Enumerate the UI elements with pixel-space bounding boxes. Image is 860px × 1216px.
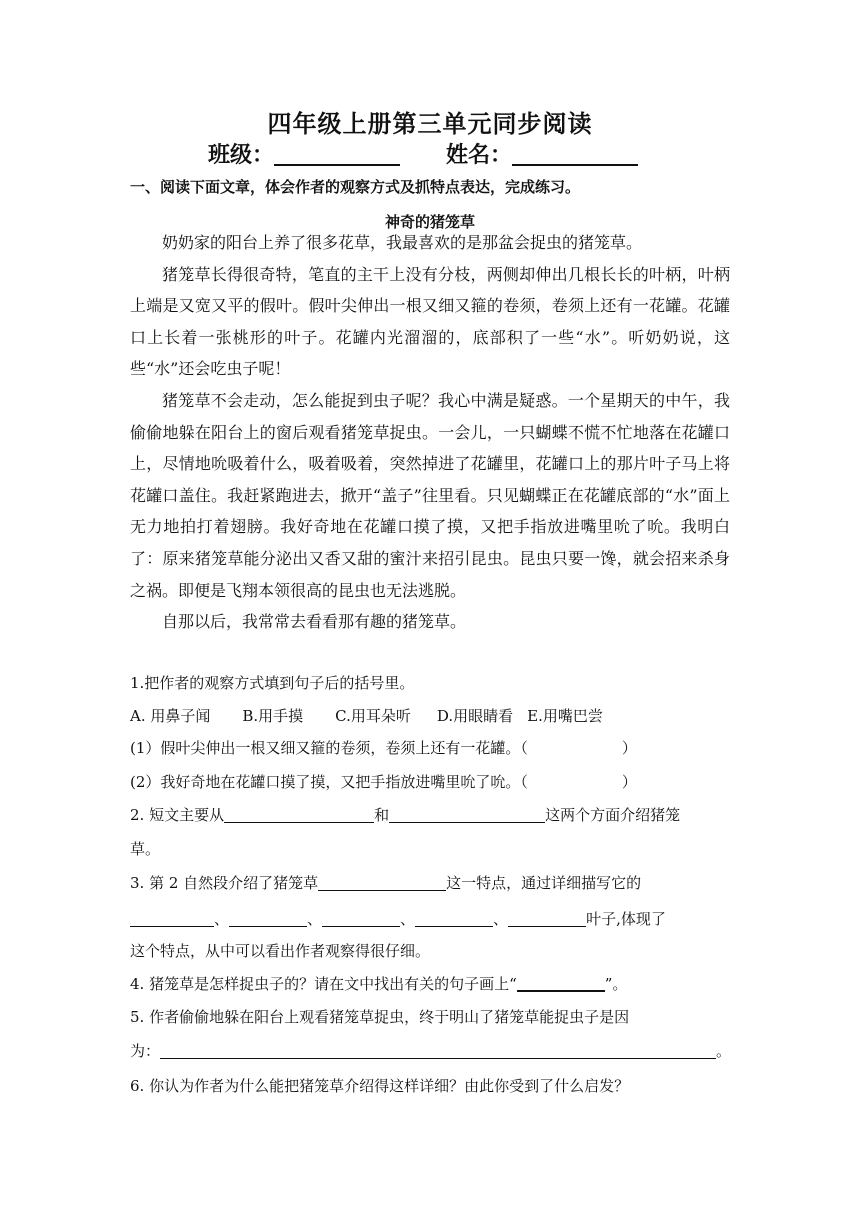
- student-info-line: [208, 138, 638, 169]
- option-c: C.用耳朵听: [335, 707, 411, 725]
- article-paragraph: 自那以后，我常常去看看那有趣的猪笼草。: [162, 612, 467, 632]
- close-paren: ）: [621, 739, 637, 757]
- class-blank[interactable]: [274, 142, 400, 166]
- q3-blank-2[interactable]: [229, 910, 307, 927]
- question-3: [130, 868, 730, 899]
- article-paragraph: 猪笼草长得很奇特，笔直的主干上没有分枝，两侧却伸出几根长长的叶柄，叶柄上端是又宽又平的假叶。假叶尖伸出一根又细又箍的卷须，卷须上还有一花罐。花罐口上长着一张桃形的叶子。花罐内光溜溜的，底部积了一些“水”。听奶奶说，这些“水”还会吃虫子呢！: [130, 264, 730, 379]
- separator: 、: [307, 910, 323, 928]
- section-instruction: 一、阅读下面文章，体会作者的观察方式及抓特点表达，完成练习。: [130, 178, 581, 196]
- q4-underline-mark: [517, 974, 605, 992]
- option-d: D.用眼睛看: [436, 707, 514, 725]
- question-3-line-2: [130, 904, 730, 935]
- q5-answer-blank[interactable]: [160, 1042, 716, 1059]
- option-a: A. 用鼻子闻: [130, 707, 211, 725]
- question-1-item-1: [130, 733, 730, 764]
- question-4: [130, 969, 730, 1000]
- class-label: 班级：: [208, 142, 275, 168]
- q5-end: 。: [716, 1042, 732, 1060]
- separator: 、: [214, 910, 230, 928]
- question-1-item-2: [130, 767, 730, 798]
- q2-start: 2. 短文主要从: [130, 806, 225, 824]
- question-6: 6. 你认为作者为什么能把猪笼草介绍得这样详细？由此你受到了什么启发？: [130, 1077, 630, 1095]
- q3-blank-3[interactable]: [322, 910, 400, 927]
- article-title: 神奇的猪笼草: [384, 213, 475, 231]
- q2-blank-1[interactable]: [224, 806, 374, 823]
- item-1-text: (1）假叶尖伸出一根又细又箍的卷须，卷须上还有一花罐。（: [130, 739, 528, 757]
- separator: 、: [400, 910, 416, 928]
- question-1-options: [130, 701, 730, 732]
- q3-mid: 这一特点，通过详细描写它的: [446, 874, 642, 892]
- question-5-line-2: [130, 1036, 730, 1067]
- item-2-text: (2）我好奇地在花罐口摸了摸，又把手指放进嘴里吮了吮。（: [130, 773, 528, 791]
- q3-blank-1[interactable]: [130, 910, 214, 927]
- option-b: B.用手摸: [242, 707, 304, 725]
- article-paragraph: 奶奶家的阳台上养了很多花草，我最喜欢的是那盆会捉虫的猪笼草。: [162, 233, 643, 252]
- q3-blank-5[interactable]: [508, 910, 586, 927]
- question-5: 5. 作者偷偷地躲在阳台上观看猪笼草捉虫，终于明山了猪笼草能捉虫子是因: [130, 1008, 630, 1026]
- article-paragraph: 猪笼草不会走动，怎么能捉到虫子呢？我心中满是疑惑。一个星期天的中午，我偷偷地躲在阳台上的窗后观看猪笼草捉虫。一会儿，一只蝴蝶不慌不忙地落在花罐口上，尽情地吮吸着什么，吸着吸着，突然掉进了花罐里，花罐口上的那片叶子马上将花罐口盖住。我赶紧跑进去，掀开“盖子”往里看。只见蝴蝶正在花罐底部的“水”面上无力地拍打着翅膀。我好奇地在花罐口摸了摸，又把手指放进嘴里吮了吮。我明白了：原来猪笼草能分泌出又香又甜的蜜汁来招引昆虫。昆虫只要一馋，就会招来杀身之祸。即便是飞翔本领很高的昆虫也无法逃脱。: [130, 390, 730, 600]
- option-e: E.用嘴巴尝: [527, 707, 603, 725]
- name-label: 姓名：: [446, 142, 513, 168]
- question-1: 1.把作者的观察方式填到句子后的括号里。: [130, 674, 415, 692]
- q2-blank-2[interactable]: [389, 806, 545, 823]
- q3-start: 3. 第 2 自然段介绍了猪笼草: [130, 874, 319, 892]
- q4-text: 4. 猪笼草是怎样捉虫子的？请在文中找出有关的句子画上“: [130, 975, 517, 993]
- q3-end: 叶子,体现了: [586, 910, 666, 928]
- close-paren: ）: [621, 773, 637, 791]
- separator: 、: [493, 910, 509, 928]
- q3-blank-feature[interactable]: [318, 874, 446, 891]
- worksheet-title: 四年级上册第三单元同步阅读: [267, 109, 593, 138]
- question-3-tail: 这个特点，从中可以看出作者观察得很仔细。: [130, 942, 431, 960]
- q2-mid: 和: [374, 806, 390, 824]
- q2-end: 这两个方面介绍猪笼: [545, 806, 681, 824]
- question-2-tail: 草。: [130, 840, 161, 858]
- article-body: [130, 227, 730, 638]
- q4-end: ”。: [604, 975, 628, 993]
- question-2: [130, 800, 730, 831]
- q3-blank-4[interactable]: [415, 910, 493, 927]
- name-blank[interactable]: [512, 142, 638, 166]
- q5-label: 为：: [130, 1042, 161, 1060]
